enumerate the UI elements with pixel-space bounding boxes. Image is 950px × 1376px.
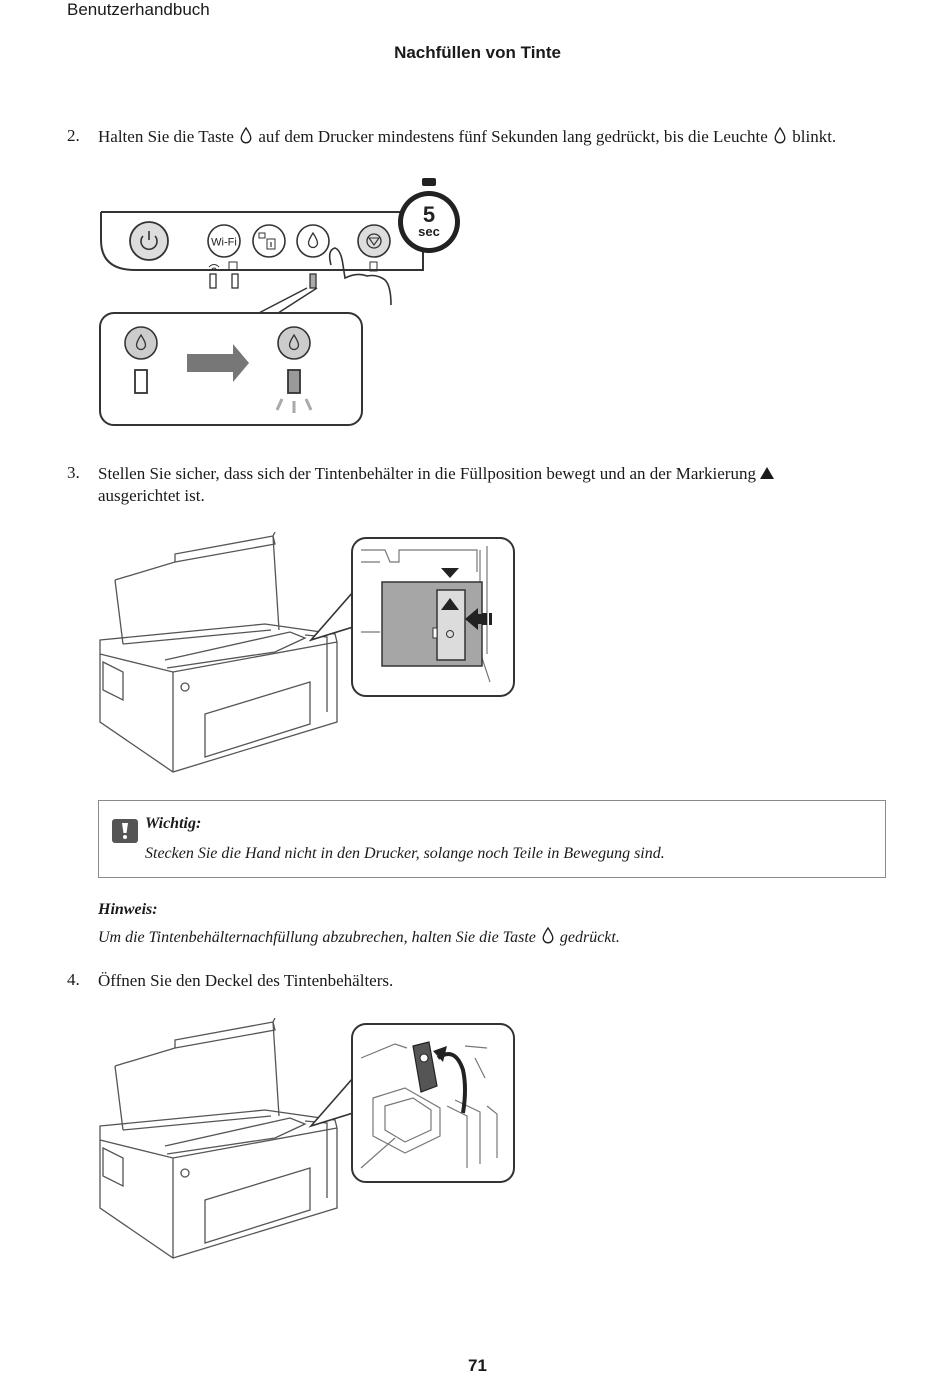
wifi-button-icon xyxy=(208,225,240,257)
step-2-text-before: Halten Sie die Taste xyxy=(98,127,239,146)
note-text xyxy=(98,927,620,947)
finger-icon xyxy=(330,248,391,305)
note-text-before: Um die Tintenbehälternachfüllung abzubrechen, halten Sie die Taste xyxy=(98,929,540,946)
control-panel-figure xyxy=(95,170,475,432)
stopwatch-icon xyxy=(398,178,460,253)
step-4-text: Öffnen Sie den Deckel des Tintenbehälters. xyxy=(98,971,394,990)
step-3-text xyxy=(98,463,775,507)
ink-drop-icon xyxy=(240,127,252,144)
note-text-after: gedrückt. xyxy=(555,929,620,946)
step-2-text-after: blinkt. xyxy=(788,127,837,146)
stop-button-icon xyxy=(358,225,390,257)
page-number: 71 xyxy=(468,1356,487,1375)
triangle-marker-icon xyxy=(759,466,775,480)
step-2-text-middle: auf dem Drucker mindestens fünf Sekunden lang gedrückt, bis die Leuchte xyxy=(254,127,773,146)
wifi-label: Wi-Fi xyxy=(211,236,237,249)
network-status-button-icon xyxy=(253,225,285,257)
important-title: Wichtig: xyxy=(145,815,202,832)
step-3-number: 3. xyxy=(67,463,80,482)
timer-unit: sec xyxy=(418,224,440,239)
ink-drop-icon xyxy=(542,927,554,944)
printer-fill-position-figure xyxy=(95,532,520,777)
step-4-number: 4. xyxy=(67,970,80,989)
step-3-line2: ausgerichtet ist. xyxy=(98,486,205,505)
important-text: Stecken Sie die Hand nicht in den Drucker, solange noch Teile in Bewegung sind. xyxy=(145,845,665,862)
important-icon xyxy=(111,818,139,844)
section-title: Nachfüllen von Tinte xyxy=(394,43,561,62)
step-3-line1: Stellen Sie sicher, dass sich der Tintenbehälter in die Füllposition bewegt und an der Markierung xyxy=(98,464,756,483)
important-box xyxy=(98,800,886,878)
ink-drop-icon xyxy=(774,127,786,144)
timer-number: 5 xyxy=(422,202,436,227)
note-title: Hinweis: xyxy=(98,901,158,918)
ink-button-icon xyxy=(297,225,329,257)
printer-open-cap-figure xyxy=(95,1018,520,1263)
power-button-icon xyxy=(130,222,168,260)
step-2-number: 2. xyxy=(67,126,80,145)
manual-title: Benutzerhandbuch xyxy=(67,0,210,19)
step-2-text xyxy=(98,126,836,148)
